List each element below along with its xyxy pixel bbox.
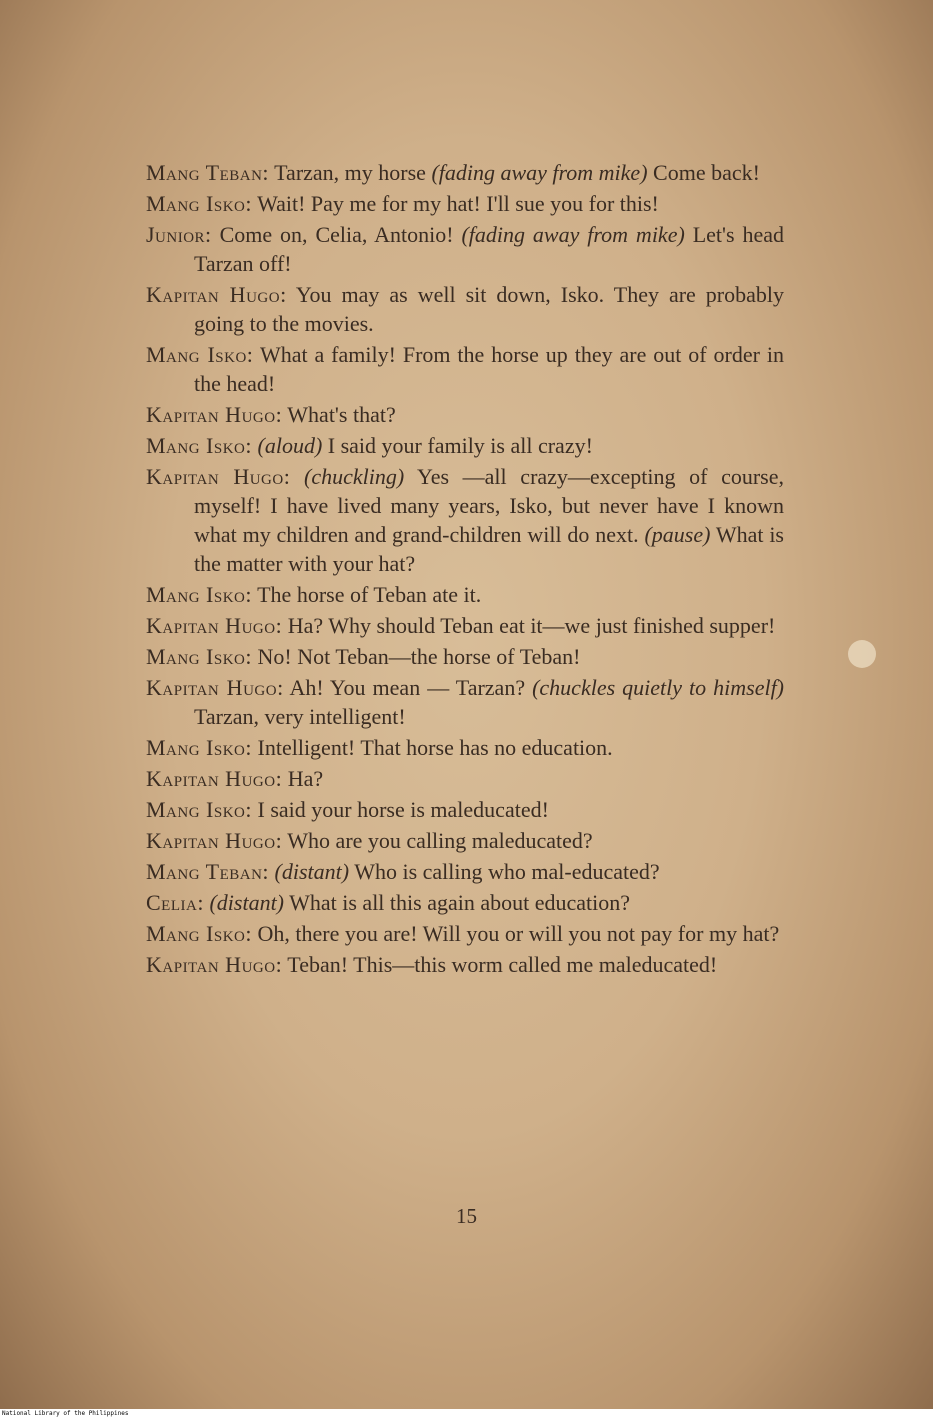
stage-direction: (pause): [644, 522, 711, 547]
speaker-name: Celia:: [146, 890, 204, 915]
speaker-name: Kapitan Hugo:: [146, 828, 283, 853]
speech-line: [146, 826, 784, 855]
speaker-name: Mang Isko:: [146, 644, 253, 669]
speaker-name: Mang Isko:: [146, 921, 253, 946]
speaker-name: Mang Isko:: [146, 433, 253, 458]
dialogue-text: Intelligent! That horse has no education.: [252, 735, 613, 760]
dialogue-text: Who is calling who mal-educated?: [349, 859, 660, 884]
speech-line: [146, 888, 784, 917]
stage-direction: (fading away from mike): [431, 160, 648, 185]
speech-line: [146, 857, 784, 886]
stage-direction: (fading away from mike): [461, 222, 685, 247]
dialogue-text: Yes —all crazy—excepting of course, myself! I have lived many years, Isko, but never have I known what my children and grand-children will do next.: [194, 464, 784, 547]
speaker-name: Kapitan Hugo:: [146, 464, 291, 489]
speech-line: [146, 673, 784, 731]
speaker-name: Kapitan Hugo:: [146, 952, 283, 977]
speech-line: [146, 795, 784, 824]
speech-line: [146, 158, 784, 187]
dialogue-text: Come on, Celia, Antonio!: [211, 222, 462, 247]
dialogue-text: Who are you calling maleducated?: [282, 828, 593, 853]
dialogue-text: Tarzan, my horse: [269, 160, 432, 185]
speaker-name: Mang Teban:: [146, 859, 270, 884]
dialogue-text: Let's head Tarzan off!: [194, 222, 784, 276]
dialogue-text: What a family! From the horse up they are out of order in the head!: [194, 342, 784, 396]
stage-direction: (chuckles quietly to himself): [532, 675, 785, 700]
dialogue-text: I said your family is all crazy!: [322, 433, 593, 458]
speaker-name: Kapitan Hugo:: [146, 766, 283, 791]
dialogue-text: What's that?: [282, 402, 396, 427]
stage-direction: (distant): [209, 890, 285, 915]
speaker-name: Kapitan Hugo:: [146, 675, 284, 700]
dialogue-text: Ha? Why should Teban eat it—we just finished supper!: [282, 613, 776, 638]
speech-line: [146, 919, 784, 948]
dialogue-text: Ah! You mean — Tarzan?: [283, 675, 533, 700]
speaker-name: Kapitan Hugo:: [146, 402, 283, 427]
dialogue-text: What is the matter with your hat?: [194, 522, 784, 576]
speaker-name: Kapitan Hugo:: [146, 613, 283, 638]
speech-line: [146, 431, 784, 460]
speaker-name: Mang Isko:: [146, 797, 253, 822]
speech-line: [146, 733, 784, 762]
paper-spot: [848, 640, 876, 668]
speech-line: [146, 580, 784, 609]
speech-line: [146, 189, 784, 218]
play-dialogue: [146, 158, 784, 981]
dialogue-text: Tarzan, very intelligent!: [194, 704, 406, 729]
dialogue-text: Wait! Pay me for my hat! I'll sue you for this!: [252, 191, 659, 216]
speech-line: [146, 764, 784, 793]
page-number: 15: [456, 1204, 477, 1228]
speaker-name: Junior:: [146, 222, 212, 247]
speech-line: [146, 642, 784, 671]
speaker-name: Mang Teban:: [146, 160, 270, 185]
stage-direction: (aloud): [257, 433, 323, 458]
dialogue-text: Teban! This—this worm called me maleducated!: [282, 952, 718, 977]
speech-line: [146, 400, 784, 429]
speech-line: [146, 462, 784, 578]
dialogue-text: No! Not Teban—the horse of Teban!: [252, 644, 581, 669]
speech-line: [146, 340, 784, 398]
dialogue-text: Oh, there you are! Will you or will you not pay for my hat?: [252, 921, 780, 946]
speaker-name: Mang Isko:: [146, 191, 253, 216]
speaker-name: Mang Isko:: [146, 735, 253, 760]
speaker-name: Mang Isko:: [146, 342, 254, 367]
dialogue-text: I said your horse is maleducated!: [252, 797, 549, 822]
dialogue-text: Come back!: [647, 160, 760, 185]
speech-line: [146, 611, 784, 640]
stage-direction: (chuckling): [304, 464, 405, 489]
speech-line: [146, 950, 784, 979]
footer-credit: National Library of the Philippines: [0, 1409, 933, 1418]
speaker-name: Kapitan Hugo:: [146, 282, 287, 307]
speech-line: [146, 280, 784, 338]
dialogue-text: The horse of Teban ate it.: [252, 582, 482, 607]
dialogue-text: What is all this again about education?: [284, 890, 631, 915]
speech-line: [146, 220, 784, 278]
dialogue-text: [290, 464, 304, 489]
dialogue-text: Ha?: [282, 766, 324, 791]
speaker-name: Mang Isko:: [146, 582, 253, 607]
stage-direction: (distant): [274, 859, 350, 884]
dialogue-text: You may as well sit down, Isko. They are probably going to the movies.: [194, 282, 785, 336]
